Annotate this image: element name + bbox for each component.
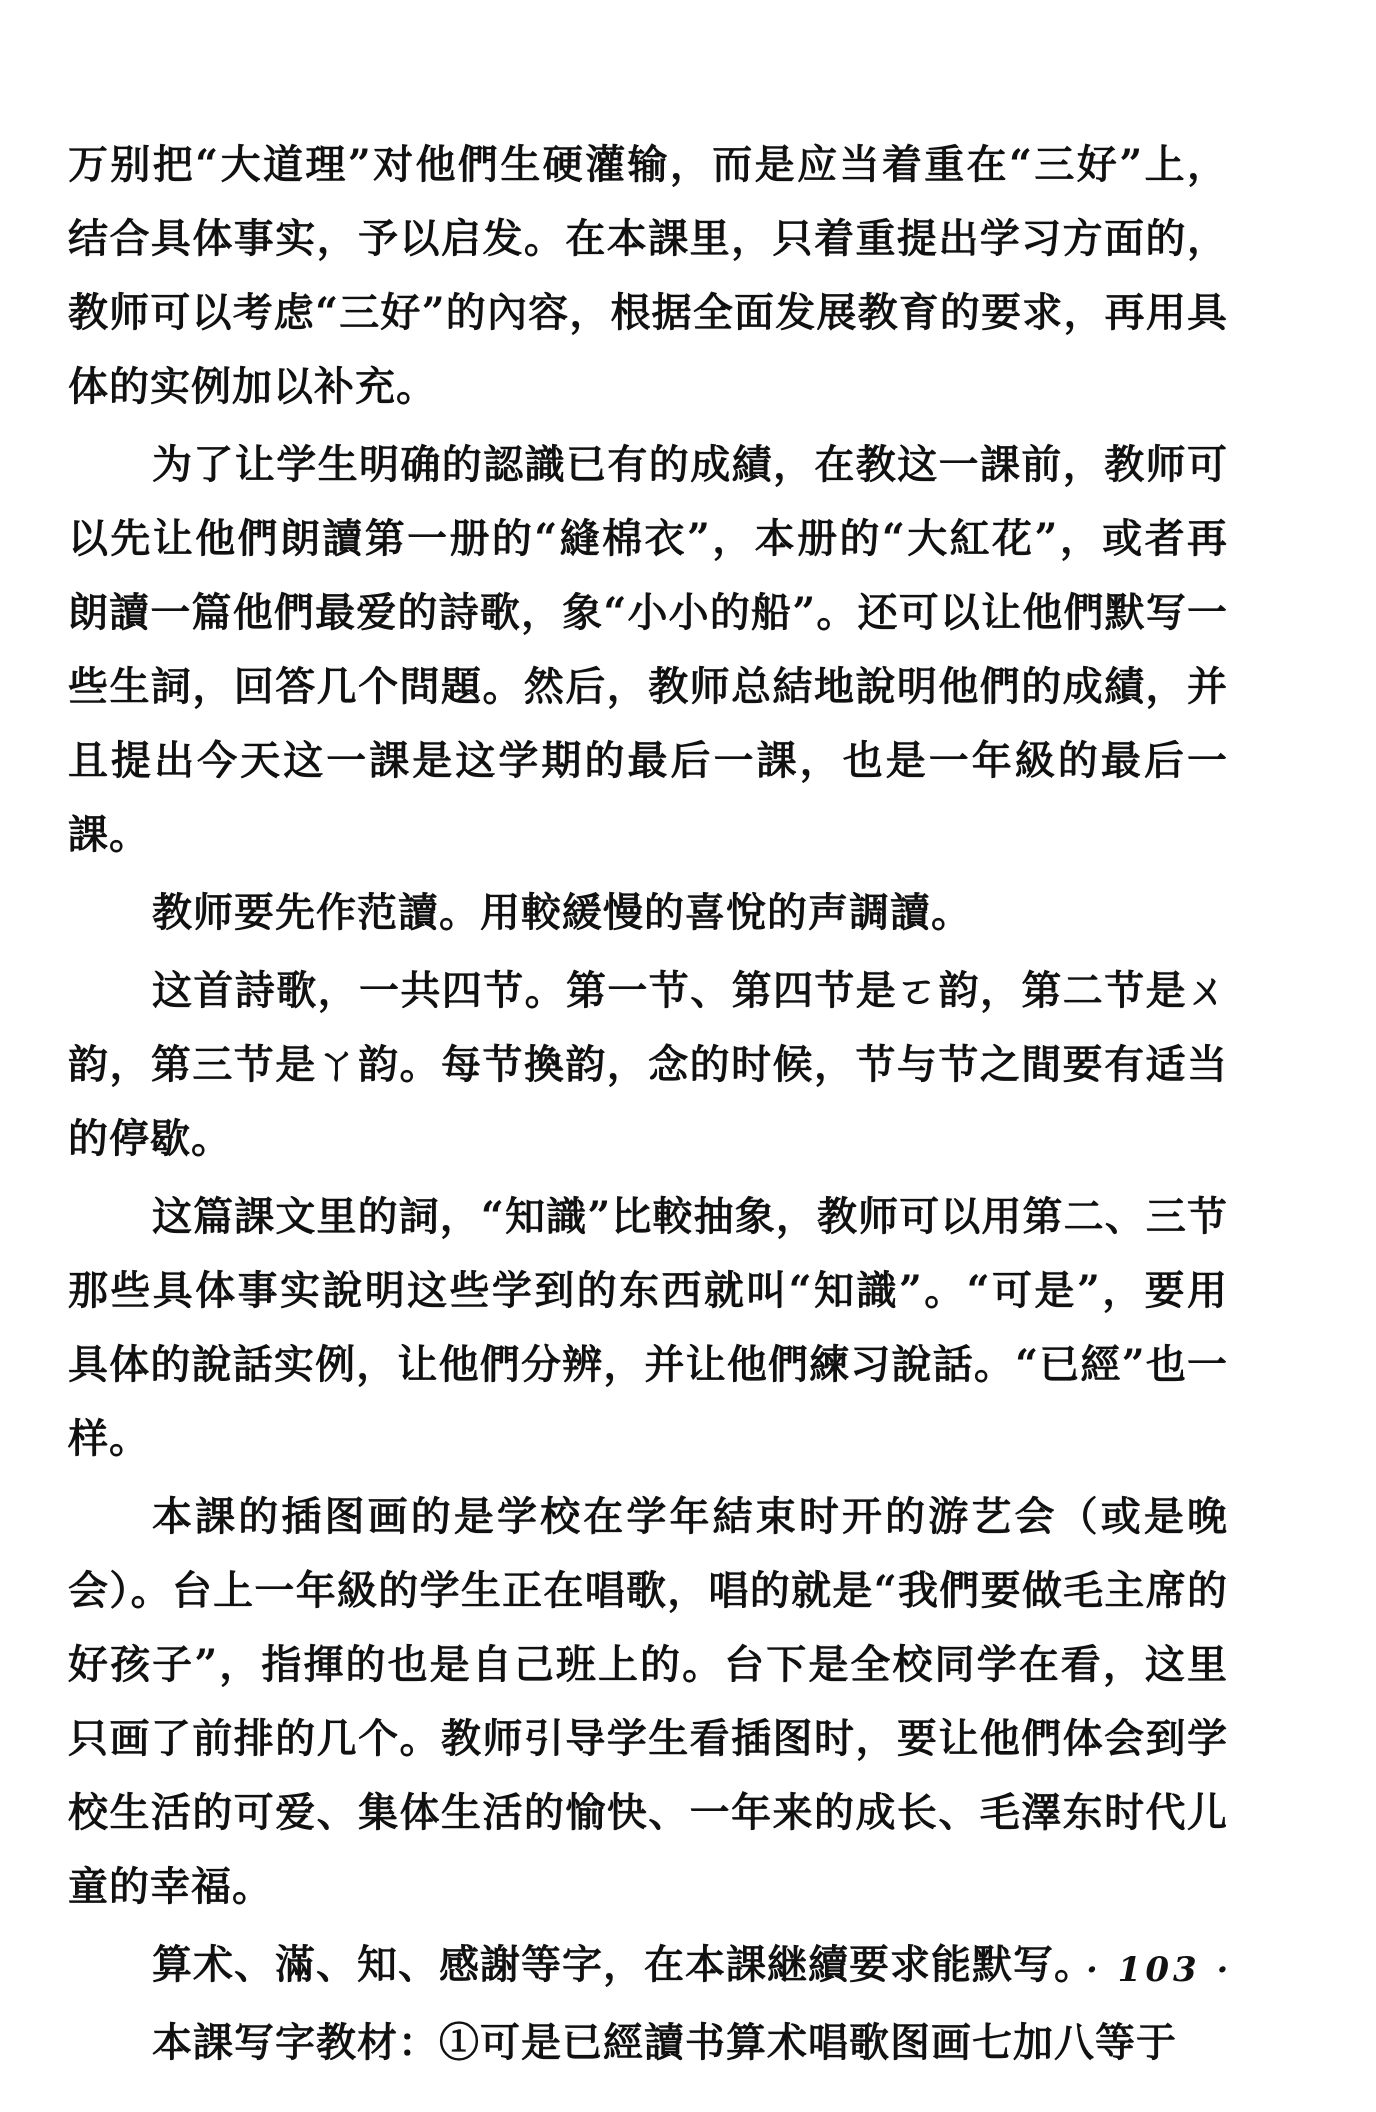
paragraph: 算术、滿、知、感謝等字，在本課継續要求能默写。	[152, 1941, 1095, 1988]
paragraph: 教师要先作范讀。用較緩慢的喜悅的声調讀。	[152, 889, 972, 936]
paragraph: 为了让学生明确的認識已有的成績，在教这一課前，教师可以先让他們朗讀第一册的“縫棉衣”，本册的“大紅花”，或者再朗讀一篇他們最爱的詩歌，象“小小的船”。还可以让他們默写一些生詞，回答几个問題。然后，教师总結地說明他們的成績，并且提出今天这一課是这学期的最后一課，也是一年級的最后一課。	[68, 441, 1228, 858]
body-text	[68, 128, 1228, 2080]
page-number: · 103 ·	[1086, 1950, 1233, 1990]
paragraph: 本課的插图画的是学校在学年結束时开的游艺会（或是晚会）。台上一年級的学生正在唱歌，唱的就是“我們要做毛主席的好孩子”，指揮的也是自己班上的。台下是全校同学在看，这里只画了前排的几个。教师引导学生看插图时，要让他們体会到学校生活的可爱、集体生活的愉快、一年来的成长、毛澤东时代儿童的幸福。	[68, 1493, 1228, 1910]
paragraph: 这篇課文里的詞，“知識”比較抽象，教师可以用第二、三节那些具体事实說明这些学到的东西就叫“知識”。“可是”，要用具体的說話实例，让他們分辨，并让他們練习說話。“已經”也一样。	[68, 1193, 1228, 1462]
paragraph: 本課写字教材：①可是已經讀书算术唱歌图画七加八等于	[152, 2019, 1177, 2066]
paragraph: 这首詩歌，一共四节。第一节、第四节是ㄛ韵，第二节是ㄨ韵，第三节是ㄚ韵。每节換韵，念的时候，节与节之間要有适当的停歇。	[68, 967, 1228, 1162]
paragraph: 万别把“大道理”对他們生硬灌输，而是应当着重在“三好”上，结合具体事实，予以启发。在本課里，只着重提出学习方面的，教师可以考虑“三好”的內容，根据全面发展教育的要求，再用具体的实例加以补充。	[68, 141, 1228, 410]
